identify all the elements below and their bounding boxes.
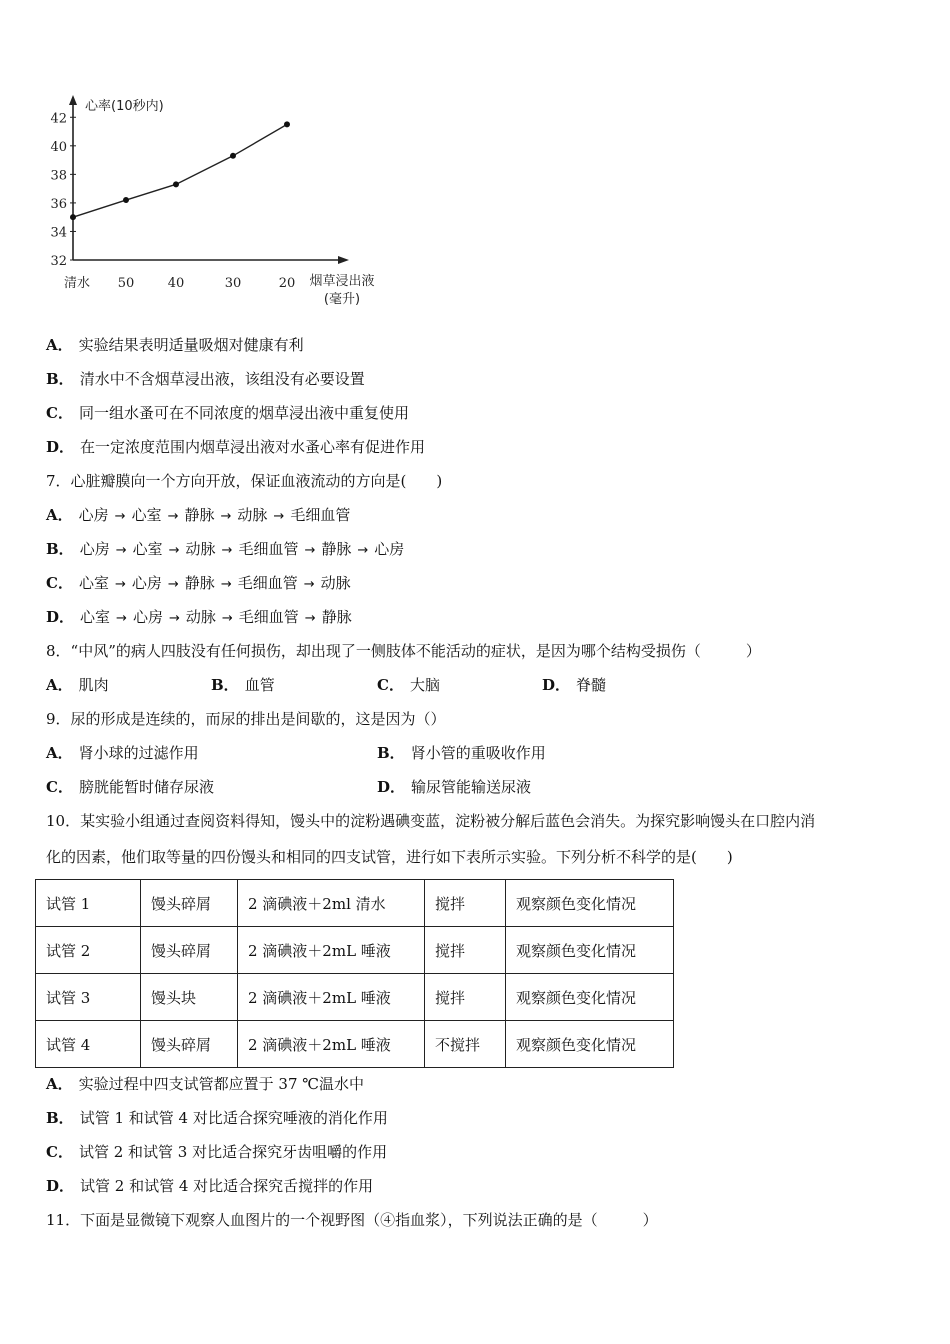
q7-option-c[interactable]	[46, 573, 351, 595]
q10-stem-line-1: 10．某实验小组通过查阅资料得知，馒头中的淀粉遇碘变蓝，淀粉被分解后蓝色会消失。为探究影响馒头在口腔内消	[46, 812, 816, 830]
arrow-icon: →	[220, 577, 232, 592]
table-cell: 2 滴碘液＋2mL 唾液	[238, 974, 425, 1021]
q10-option-a[interactable]: A． 实验过程中四支试管都应置于 37 ℃温水中	[46, 1075, 365, 1093]
q7-option-b[interactable]	[46, 539, 404, 561]
q10-option-b[interactable]: B． 试管 1 和试管 4 对比适合探究唾液的消化作用	[46, 1109, 388, 1127]
option-part: 心房	[131, 574, 162, 592]
table-cell: 不搅拌	[425, 1021, 506, 1068]
y-tick-label: 34	[50, 225, 67, 241]
table-row	[36, 927, 674, 974]
option-part: 动脉	[320, 574, 351, 592]
q11-stem: 11．下面是显微镜下观察人血图片的一个视野图（④指血浆），下列说法正确的是（ ）	[46, 1211, 658, 1229]
arrow-icon: →	[114, 577, 126, 592]
table-cell: 试管 1	[36, 880, 141, 927]
q6-option-b[interactable]: B． 清水中不含烟草浸出液，该组没有必要设置	[46, 370, 365, 388]
option-letter: A．	[46, 506, 73, 524]
q8-option-c[interactable]: C． 大脑	[377, 676, 440, 694]
data-point	[70, 214, 76, 220]
table-cell: 观察颜色变化情况	[506, 974, 674, 1021]
heart-rate-chart	[40, 88, 400, 318]
q7-option-d[interactable]	[46, 607, 352, 629]
table-cell: 馒头块	[141, 974, 238, 1021]
data-point	[230, 153, 236, 159]
arrow-icon: →	[116, 611, 127, 626]
q7-stem: 7．心脏瓣膜向一个方向开放，保证血液流动的方向是( )	[46, 472, 443, 490]
option-part: 心室	[131, 506, 162, 524]
option-part: 静脉	[321, 540, 352, 558]
option-part: 毛细血管	[237, 574, 298, 592]
y-tick-label: 42	[50, 111, 67, 127]
arrow-icon: →	[221, 611, 233, 626]
arrow-icon: →	[167, 577, 179, 592]
table-cell: 2 滴碘液＋2ml 清水	[238, 880, 425, 927]
data-point	[123, 197, 129, 203]
table-cell: 馒头碎屑	[141, 927, 238, 974]
q6-option-d[interactable]: D． 在一定浓度范围内烟草浸出液对水蚤心率有促进作用	[46, 438, 426, 456]
option-part: 心房	[78, 506, 109, 524]
option-part: 静脉	[184, 574, 215, 592]
table-row	[36, 1021, 674, 1068]
option-part: 心室	[132, 540, 163, 558]
table-cell: 试管 2	[36, 927, 141, 974]
arrow-icon: →	[167, 509, 179, 524]
option-letter: B．	[46, 540, 74, 558]
option-part: 毛细血管	[290, 506, 351, 524]
q9-option-c[interactable]: C． 膀胱能暂时储存尿液	[46, 778, 214, 796]
arrow-icon: →	[221, 543, 233, 558]
arrow-icon: →	[357, 543, 369, 558]
x-axis-arrow-icon	[338, 256, 349, 264]
option-part: 毛细血管	[238, 540, 299, 558]
series-line	[73, 124, 287, 217]
table-cell: 观察颜色变化情况	[506, 1021, 674, 1068]
q8-option-b[interactable]: B． 血管	[211, 676, 275, 694]
q10-stem-line-2: 化的因素，他们取等量的四份馒头和相同的四支试管，进行如下表所示实验。下列分析不科学的是( )	[46, 848, 733, 866]
q7-option-a[interactable]	[46, 505, 350, 527]
option-part: 动脉	[185, 608, 216, 626]
y-tick-label: 40	[50, 139, 67, 155]
arrow-icon: →	[304, 543, 316, 558]
option-part: 心室	[80, 608, 111, 626]
table-cell: 观察颜色变化情况	[506, 927, 674, 974]
arrow-icon: →	[115, 543, 127, 558]
q10-option-c[interactable]: C． 试管 2 和试管 3 对比适合探究牙齿咀嚼的作用	[46, 1143, 388, 1161]
option-letter: D．	[46, 608, 75, 626]
option-part: 心房	[132, 608, 163, 626]
option-part: 心房	[79, 540, 110, 558]
q9-option-b[interactable]: B． 肾小管的重吸收作用	[377, 744, 546, 762]
option-part: 心房	[374, 540, 405, 558]
x-tick-label: 50	[117, 276, 135, 291]
q6-option-c[interactable]: C． 同一组水蚤可在不同浓度的烟草浸出液中重复使用	[46, 404, 409, 422]
table-cell: 馒头碎屑	[141, 880, 238, 927]
arrow-icon: →	[303, 577, 315, 592]
table-cell: 馒头碎屑	[141, 1021, 238, 1068]
q8-option-a[interactable]: A． 肌肉	[46, 676, 109, 694]
table-cell: 观察颜色变化情况	[506, 880, 674, 927]
arrow-icon: →	[168, 543, 180, 558]
table-row	[36, 974, 674, 1021]
x-axis-unit-label: (毫升)	[323, 292, 361, 307]
x-tick-label: 清水	[63, 276, 91, 291]
table-cell: 试管 3	[36, 974, 141, 1021]
option-part: 静脉	[321, 608, 352, 626]
option-part: 动脉	[185, 540, 216, 558]
table-cell: 搅拌	[425, 880, 506, 927]
arrow-icon: →	[220, 509, 232, 524]
option-part: 静脉	[184, 506, 215, 524]
table-row	[36, 880, 674, 927]
q9-option-d[interactable]: D． 输尿管能输送尿液	[377, 778, 532, 796]
option-part: 毛细血管	[238, 608, 299, 626]
x-tick-label: 20	[278, 276, 296, 291]
arrow-icon: →	[304, 611, 316, 626]
arrow-icon: →	[114, 509, 126, 524]
y-tick-label: 36	[50, 196, 67, 212]
q9-option-a[interactable]: A． 肾小球的过滤作用	[46, 744, 199, 762]
option-part: 心室	[78, 574, 109, 592]
arrow-icon: →	[273, 509, 285, 524]
q10-option-d[interactable]: D． 试管 2 和试管 4 对比适合探究舌搅拌的作用	[46, 1177, 374, 1195]
table-cell: 试管 4	[36, 1021, 141, 1068]
q9-stem: 9．尿的形成是连续的，而尿的排出是间歇的，这是因为（）	[46, 710, 446, 728]
arrow-icon: →	[168, 611, 180, 626]
y-tick-label: 38	[50, 168, 67, 184]
y-tick-label: 32	[50, 254, 67, 269]
q8-stem: 8．“中风”的病人四肢没有任何损伤，却出现了一侧肢体不能活动的症状，是因为哪个结构受损伤（ ）	[46, 642, 761, 660]
q6-option-a[interactable]: A． 实验结果表明适量吸烟对健康有利	[46, 336, 304, 354]
option-letter: C．	[46, 574, 73, 592]
table-cell: 2 滴碘液＋2mL 唾液	[238, 1021, 425, 1068]
y-axis-label: 心率(10秒内)	[85, 99, 164, 114]
q8-option-d[interactable]: D． 脊髓	[542, 676, 607, 694]
x-axis-label: 烟草浸出液	[309, 274, 375, 289]
experiment-table	[35, 879, 674, 1068]
table-cell: 2 滴碘液＋2mL 唾液	[238, 927, 425, 974]
table-cell: 搅拌	[425, 927, 506, 974]
y-axis-arrow-icon	[69, 95, 77, 105]
x-tick-label: 40	[167, 276, 185, 291]
table-cell: 搅拌	[425, 974, 506, 1021]
x-tick-label: 30	[224, 276, 242, 291]
data-point	[284, 121, 290, 127]
data-point	[173, 181, 179, 187]
option-part: 动脉	[237, 506, 268, 524]
